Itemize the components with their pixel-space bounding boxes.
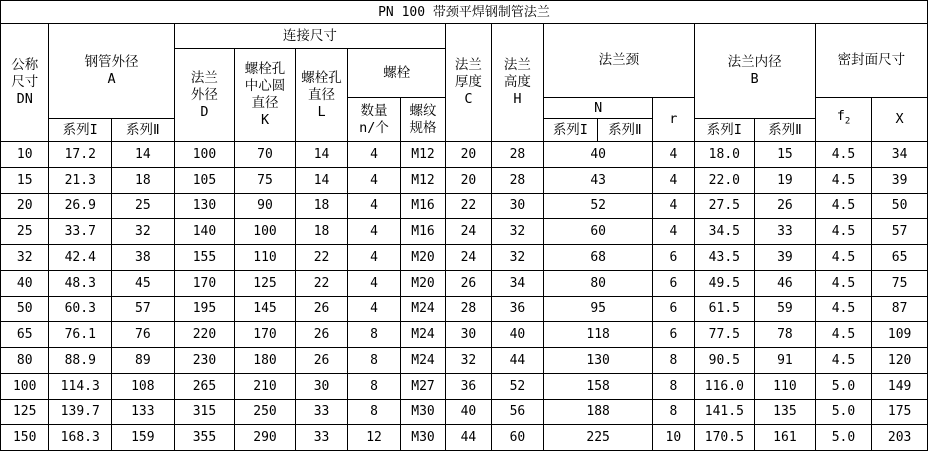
cell-bolt-hole: 22: [295, 245, 348, 271]
cell-seal-x: 87: [872, 296, 928, 322]
header-flange-id: 法兰内径 B: [694, 24, 815, 119]
cell-bolt-hole: 22: [295, 270, 348, 296]
cell-seal-f2: 5.0: [815, 373, 872, 399]
cell-neck-r: 10: [653, 425, 694, 451]
header-seal-x: X: [872, 98, 928, 142]
cell-dn: 25: [1, 219, 49, 245]
cell-neck-n: 60: [544, 219, 653, 245]
header-pipe-od: 钢管外径 A: [49, 24, 174, 119]
cell-flange-height: 44: [491, 348, 544, 374]
cell-neck-r: 6: [653, 296, 694, 322]
cell-flange-id-s2: 46: [755, 270, 816, 296]
cell-seal-f2: 4.5: [815, 270, 872, 296]
table-row: [1, 193, 928, 219]
header-dn: 公称 尺寸 DN: [1, 24, 49, 142]
cell-bolt-circle: 145: [235, 296, 296, 322]
table-row: [1, 425, 928, 451]
cell-flange-od: 355: [174, 425, 235, 451]
cell-seal-x: 65: [872, 245, 928, 271]
cell-flange-id-s2: 59: [755, 296, 816, 322]
cell-flange-thickness: 44: [446, 425, 491, 451]
cell-flange-od: 315: [174, 399, 235, 425]
cell-flange-id-s2: 135: [755, 399, 816, 425]
header-flange-id-series1: 系列I: [694, 119, 755, 142]
cell-flange-thickness: 32: [446, 348, 491, 374]
cell-bolt-circle: 170: [235, 322, 296, 348]
cell-flange-thickness: 24: [446, 219, 491, 245]
table-row: [1, 296, 928, 322]
header-seal-f2: [815, 98, 872, 142]
cell-bolt-thread: M20: [400, 245, 445, 271]
cell-pipe-od-s2: 89: [112, 348, 175, 374]
cell-flange-thickness: 36: [446, 373, 491, 399]
cell-bolt-qty: 8: [348, 348, 401, 374]
cell-flange-od: 195: [174, 296, 235, 322]
table-row: [1, 167, 928, 193]
cell-bolt-circle: 100: [235, 219, 296, 245]
cell-seal-f2: 4.5: [815, 322, 872, 348]
header-neck-series1: 系列I: [544, 119, 598, 142]
cell-bolt-thread: M12: [400, 167, 445, 193]
cell-neck-r: 4: [653, 142, 694, 168]
cell-seal-x: 120: [872, 348, 928, 374]
header-bolt-qty: 数量 n/个: [348, 98, 401, 142]
cell-flange-height: 32: [491, 219, 544, 245]
header-neck-series2: 系列Ⅱ: [597, 119, 653, 142]
cell-flange-id-s2: 26: [755, 193, 816, 219]
header-bolt-thread: 螺纹 规格: [400, 98, 445, 142]
table-title: PN 100 带颈平焊钢制管法兰: [1, 1, 928, 24]
cell-flange-height: 40: [491, 322, 544, 348]
cell-dn: 40: [1, 270, 49, 296]
cell-bolt-thread: M12: [400, 142, 445, 168]
cell-neck-n: 80: [544, 270, 653, 296]
cell-flange-id-s2: 91: [755, 348, 816, 374]
cell-bolt-hole: 33: [295, 399, 348, 425]
cell-pipe-od-s2: 159: [112, 425, 175, 451]
cell-bolt-circle: 75: [235, 167, 296, 193]
cell-flange-thickness: 28: [446, 296, 491, 322]
cell-seal-f2: 4.5: [815, 296, 872, 322]
cell-pipe-od-s2: 133: [112, 399, 175, 425]
cell-flange-id-s2: 33: [755, 219, 816, 245]
cell-neck-r: 4: [653, 167, 694, 193]
cell-neck-r: 4: [653, 219, 694, 245]
header-pipe-od-series2: 系列Ⅱ: [112, 119, 175, 142]
cell-flange-height: 28: [491, 167, 544, 193]
cell-neck-n: 52: [544, 193, 653, 219]
cell-flange-id-s1: 18.0: [694, 142, 755, 168]
table-row: [1, 270, 928, 296]
cell-flange-od: 130: [174, 193, 235, 219]
cell-neck-n: 158: [544, 373, 653, 399]
cell-bolt-thread: M24: [400, 296, 445, 322]
cell-neck-n: 225: [544, 425, 653, 451]
cell-bolt-qty: 4: [348, 245, 401, 271]
cell-bolt-qty: 4: [348, 142, 401, 168]
cell-bolt-qty: 4: [348, 167, 401, 193]
cell-dn: 32: [1, 245, 49, 271]
cell-flange-od: 140: [174, 219, 235, 245]
table-row: [1, 219, 928, 245]
cell-dn: 100: [1, 373, 49, 399]
cell-seal-x: 34: [872, 142, 928, 168]
cell-flange-id-s1: 61.5: [694, 296, 755, 322]
cell-dn: 150: [1, 425, 49, 451]
cell-bolt-thread: M27: [400, 373, 445, 399]
cell-flange-height: 60: [491, 425, 544, 451]
cell-neck-n: 40: [544, 142, 653, 168]
cell-flange-id-s2: 78: [755, 322, 816, 348]
cell-bolt-qty: 8: [348, 373, 401, 399]
cell-seal-x: 39: [872, 167, 928, 193]
cell-pipe-od-s1: 48.3: [49, 270, 112, 296]
cell-flange-height: 52: [491, 373, 544, 399]
seal-f2-subscript: 2: [844, 116, 851, 127]
cell-flange-id-s1: 90.5: [694, 348, 755, 374]
cell-bolt-thread: M16: [400, 219, 445, 245]
cell-bolt-thread: M24: [400, 322, 445, 348]
header-connection: 连接尺寸: [174, 24, 446, 49]
cell-bolt-circle: 90: [235, 193, 296, 219]
header-flange-height: 法兰 高度 H: [491, 24, 544, 142]
header-flange-thickness: 法兰 厚度 C: [446, 24, 491, 142]
cell-pipe-od-s1: 26.9: [49, 193, 112, 219]
cell-bolt-circle: 125: [235, 270, 296, 296]
header-neck-r: r: [653, 98, 694, 142]
table-row: [1, 142, 928, 168]
cell-pipe-od-s1: 114.3: [49, 373, 112, 399]
cell-dn: 15: [1, 167, 49, 193]
cell-flange-height: 28: [491, 142, 544, 168]
cell-flange-thickness: 30: [446, 322, 491, 348]
cell-flange-od: 105: [174, 167, 235, 193]
header-seal: 密封面尺寸: [815, 24, 927, 98]
cell-bolt-thread: M30: [400, 399, 445, 425]
cell-neck-n: 118: [544, 322, 653, 348]
cell-pipe-od-s2: 18: [112, 167, 175, 193]
cell-flange-id-s2: 19: [755, 167, 816, 193]
header-flange-id-series2: 系列Ⅱ: [755, 119, 816, 142]
cell-bolt-qty: 8: [348, 322, 401, 348]
cell-flange-id-s1: 49.5: [694, 270, 755, 296]
cell-flange-id-s1: 116.0: [694, 373, 755, 399]
cell-neck-r: 8: [653, 373, 694, 399]
cell-flange-od: 170: [174, 270, 235, 296]
cell-pipe-od-s1: 33.7: [49, 219, 112, 245]
cell-flange-thickness: 20: [446, 167, 491, 193]
cell-neck-r: 4: [653, 193, 694, 219]
cell-neck-r: 8: [653, 348, 694, 374]
cell-pipe-od-s1: 21.3: [49, 167, 112, 193]
cell-pipe-od-s2: 32: [112, 219, 175, 245]
table-row: [1, 373, 928, 399]
cell-flange-height: 32: [491, 245, 544, 271]
cell-flange-thickness: 26: [446, 270, 491, 296]
cell-flange-height: 30: [491, 193, 544, 219]
cell-bolt-thread: M20: [400, 270, 445, 296]
cell-dn: 65: [1, 322, 49, 348]
cell-neck-r: 6: [653, 270, 694, 296]
cell-flange-height: 56: [491, 399, 544, 425]
cell-flange-od: 220: [174, 322, 235, 348]
cell-dn: 125: [1, 399, 49, 425]
header-bolt-hole: 螺栓孔 直径 L: [295, 49, 348, 142]
cell-flange-height: 36: [491, 296, 544, 322]
cell-flange-id-s1: 43.5: [694, 245, 755, 271]
cell-seal-x: 57: [872, 219, 928, 245]
table-row: [1, 399, 928, 425]
cell-bolt-thread: M24: [400, 348, 445, 374]
header-bolt-circle: 螺栓孔 中心圆 直径 K: [235, 49, 296, 142]
cell-flange-od: 230: [174, 348, 235, 374]
cell-bolt-circle: 290: [235, 425, 296, 451]
cell-flange-id-s2: 161: [755, 425, 816, 451]
cell-seal-x: 50: [872, 193, 928, 219]
cell-seal-f2: 4.5: [815, 193, 872, 219]
cell-seal-f2: 4.5: [815, 245, 872, 271]
cell-pipe-od-s1: 60.3: [49, 296, 112, 322]
cell-neck-n: 130: [544, 348, 653, 374]
cell-flange-id-s2: 15: [755, 142, 816, 168]
cell-neck-r: 6: [653, 322, 694, 348]
cell-pipe-od-s2: 76: [112, 322, 175, 348]
cell-flange-thickness: 24: [446, 245, 491, 271]
cell-flange-id-s1: 170.5: [694, 425, 755, 451]
header-neck: 法兰颈: [544, 24, 694, 98]
cell-flange-id-s2: 110: [755, 373, 816, 399]
cell-flange-thickness: 40: [446, 399, 491, 425]
cell-dn: 10: [1, 142, 49, 168]
cell-bolt-thread: M30: [400, 425, 445, 451]
cell-dn: 20: [1, 193, 49, 219]
cell-dn: 50: [1, 296, 49, 322]
cell-neck-r: 6: [653, 245, 694, 271]
cell-pipe-od-s1: 42.4: [49, 245, 112, 271]
cell-bolt-qty: 4: [348, 270, 401, 296]
cell-pipe-od-s1: 76.1: [49, 322, 112, 348]
cell-seal-f2: 4.5: [815, 219, 872, 245]
table-body: [1, 142, 928, 451]
header-flange-od: 法兰 外径 D: [174, 49, 235, 142]
cell-seal-f2: 5.0: [815, 399, 872, 425]
cell-bolt-circle: 110: [235, 245, 296, 271]
cell-neck-r: 8: [653, 399, 694, 425]
cell-pipe-od-s2: 108: [112, 373, 175, 399]
table-row: [1, 322, 928, 348]
cell-bolt-hole: 14: [295, 142, 348, 168]
cell-bolt-thread: M16: [400, 193, 445, 219]
cell-flange-id-s1: 77.5: [694, 322, 755, 348]
cell-bolt-hole: 18: [295, 193, 348, 219]
cell-bolt-circle: 70: [235, 142, 296, 168]
cell-flange-id-s1: 27.5: [694, 193, 755, 219]
cell-flange-id-s1: 34.5: [694, 219, 755, 245]
cell-seal-x: 175: [872, 399, 928, 425]
cell-bolt-hole: 26: [295, 322, 348, 348]
cell-pipe-od-s2: 57: [112, 296, 175, 322]
cell-seal-f2: 4.5: [815, 348, 872, 374]
cell-bolt-hole: 30: [295, 373, 348, 399]
table-row: [1, 348, 928, 374]
cell-flange-od: 265: [174, 373, 235, 399]
cell-seal-x: 149: [872, 373, 928, 399]
cell-flange-thickness: 20: [446, 142, 491, 168]
cell-neck-n: 188: [544, 399, 653, 425]
cell-bolt-hole: 26: [295, 296, 348, 322]
cell-pipe-od-s1: 17.2: [49, 142, 112, 168]
cell-seal-f2: 4.5: [815, 142, 872, 168]
cell-pipe-od-s2: 45: [112, 270, 175, 296]
cell-pipe-od-s1: 88.9: [49, 348, 112, 374]
cell-pipe-od-s1: 168.3: [49, 425, 112, 451]
cell-pipe-od-s2: 38: [112, 245, 175, 271]
cell-seal-x: 203: [872, 425, 928, 451]
cell-flange-id-s1: 22.0: [694, 167, 755, 193]
cell-bolt-qty: 12: [348, 425, 401, 451]
header-bolt: 螺栓: [348, 49, 446, 98]
cell-flange-od: 100: [174, 142, 235, 168]
cell-neck-n: 95: [544, 296, 653, 322]
table-row: [1, 245, 928, 271]
cell-flange-od: 155: [174, 245, 235, 271]
seal-f2-label: f: [836, 108, 845, 125]
cell-neck-n: 43: [544, 167, 653, 193]
cell-flange-id-s2: 39: [755, 245, 816, 271]
cell-bolt-circle: 210: [235, 373, 296, 399]
cell-dn: 80: [1, 348, 49, 374]
cell-bolt-circle: 250: [235, 399, 296, 425]
cell-bolt-hole: 18: [295, 219, 348, 245]
cell-flange-thickness: 22: [446, 193, 491, 219]
cell-seal-f2: 5.0: [815, 425, 872, 451]
cell-seal-x: 75: [872, 270, 928, 296]
cell-seal-x: 109: [872, 322, 928, 348]
cell-seal-f2: 4.5: [815, 167, 872, 193]
cell-bolt-circle: 180: [235, 348, 296, 374]
cell-bolt-qty: 8: [348, 399, 401, 425]
header-neck-n: N: [544, 98, 653, 119]
cell-flange-id-s1: 141.5: [694, 399, 755, 425]
cell-pipe-od-s2: 14: [112, 142, 175, 168]
cell-pipe-od-s2: 25: [112, 193, 175, 219]
cell-bolt-qty: 4: [348, 193, 401, 219]
cell-bolt-qty: 4: [348, 296, 401, 322]
cell-bolt-qty: 4: [348, 219, 401, 245]
cell-flange-height: 34: [491, 270, 544, 296]
cell-bolt-hole: 14: [295, 167, 348, 193]
cell-pipe-od-s1: 139.7: [49, 399, 112, 425]
cell-bolt-hole: 33: [295, 425, 348, 451]
cell-neck-n: 68: [544, 245, 653, 271]
header-pipe-od-series1: 系列I: [49, 119, 112, 142]
cell-bolt-hole: 26: [295, 348, 348, 374]
